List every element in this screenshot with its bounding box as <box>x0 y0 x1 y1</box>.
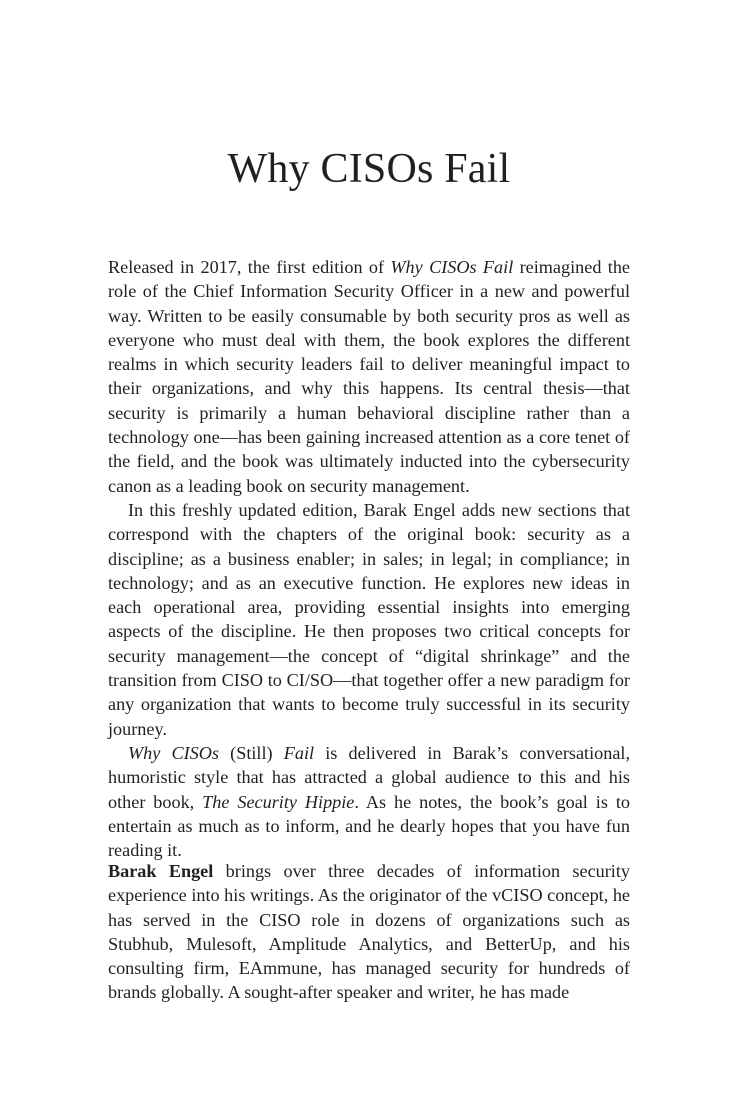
page-title: Why CISOs Fail <box>227 146 511 192</box>
author-bio-paragraph <box>108 859 630 1005</box>
paragraph-1-prefix: Released in 2017, the first edition of <box>108 257 391 277</box>
description-paragraph-1 <box>108 255 630 498</box>
author-bio <box>108 859 630 1005</box>
description-paragraph-2: In this freshly updated edition, Barak Engel adds new sections that correspond with the chapters of the original book: security as a discipline; as a business enabler; in sales; in legal; in compliance; in technology; and as an executive function. He explores new ideas in each operational area, providing essential insights into emerging aspects of the discipline. He then proposes two critical concepts for security management—the concept of “digital shrinkage” and the transition from CISO to CI/SO—that together offer a new paradigm for any organization that wants to become truly successful in its security journey. <box>108 499 630 739</box>
author-bio-text: brings over three decades of information security experience into his writings. As the originator of the vCISO concept, he has served in the CISO role in dozens of organizations such as Stubhub, Mulesoft, Amplitude Analytics, and BetterUp, and his consulting firm, EAmmune, has managed security for hundreds of brands globally. A sought-after speaker and writer, he has made <box>108 861 630 1003</box>
paragraph-3-middle-2: is delivered in Barak’s conversational, humoristic style that has attracted a global audience to this and his other book, <box>108 742 630 812</box>
description-paragraph-3 <box>108 741 630 862</box>
paragraph-3-middle-1: (Still) <box>218 742 284 763</box>
paragraph-1-rest: reimagined the role of the Chief Information Security Officer in a new and powerful way. Written to be easily consumable by both security pros as well as everyone who must deal with them, the book explores the different realms in which security leaders fail to deliver meaningful impact to their organizations, and why this happens. Its central thesis—that security is primarily a human behavioral discipline rather than a technology one—has been gaining increased attention as a core tenet of the field, and the book was ultimately inducted into the cybersecurity canon as a leading book on security management. <box>108 257 630 496</box>
paragraph-3-italic-1: Why CISOs <box>128 742 219 763</box>
book-description <box>108 255 630 862</box>
paragraph-1-book-title: Why CISOs Fail <box>390 257 514 277</box>
paragraph-3-italic-2: Fail <box>283 742 315 763</box>
author-name: Barak Engel <box>108 861 214 881</box>
paragraph-3-italic-3: The Security Hippie <box>202 791 355 812</box>
paragraph-3-rest: . As he notes, the book’s goal is to entertain as much as to inform, and he dearly hopes that you have fun reading it. <box>108 791 630 861</box>
